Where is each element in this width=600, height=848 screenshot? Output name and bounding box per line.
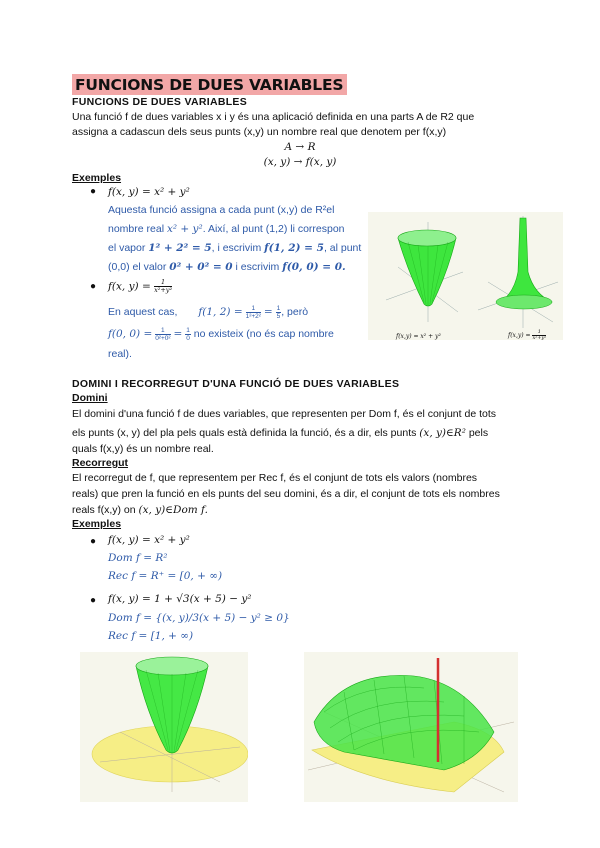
mapping-line-1: A → R [284, 141, 316, 153]
examples-heading-1: Exemples [72, 172, 122, 184]
example-1-text-2: nombre real x² + y². Així, al punt (1,2) li correspon [108, 223, 345, 235]
domini-heading: Domini [72, 392, 108, 404]
graphs-top-panel [368, 212, 563, 340]
mapping-line-2: (x, y) → f(x, y) [263, 156, 337, 168]
example-2-text-2: f(0, 0) = $\frac{1}{\text{0²+0²}}$ = $\frac{1}{0}$ no existeix (no és cap nombre [108, 326, 334, 342]
domini-example-2-formula: f(x, y) = 1 + √3(x + 5) − y² [108, 593, 252, 605]
example-1-text-4: (0,0) el valor 0² + 0² = 0 i escrivim f(0, 0) = 0. [108, 261, 346, 273]
domini-example-1-rec: Rec f = R⁺ = [0, + ∞) [108, 570, 223, 582]
domini-recorregut-heading: DOMINI I RECORREGUT D'UNA FUNCIÓ DE DUES VARIABLES [72, 378, 400, 390]
domini-example-2-dom: Dom f = {(x, y)/3(x + 5) − y² ≥ 0} [108, 612, 290, 624]
recorregut-heading: Recorregut [72, 457, 129, 469]
domini-line-3: quals f(x,y) és un nombre real. [72, 443, 214, 455]
domini-example-1-formula: f(x, y) = x² + y² [108, 534, 190, 546]
recorregut-line-3: reals f(x,y) on (x, y)∈Dom f. [72, 504, 208, 516]
bullet-dot: ● [90, 595, 97, 606]
domini-example-2-rec: Rec f = [1, + ∞) [108, 630, 194, 642]
recorregut-line-1: El recorregut de f, que representem per Rec f, és el conjunt de tots els valors (nombres [72, 472, 478, 484]
page-title: FUNCIONS DE DUES VARIABLES [72, 74, 347, 95]
example-2-text-1: En aquest cas, f(1, 2) = $\frac{1}{\text{1²+2²}}$ = $\frac{1}{5}$ , però [108, 304, 309, 320]
example-2-text-3: real). [108, 348, 132, 360]
paraboloid-domain-svg [80, 652, 248, 802]
paraboloid-and-spike-graphs [368, 212, 563, 340]
graph-half-cylinder-domain [304, 652, 518, 802]
example-1-text-3: el vapor 1² + 2² = 5, i escrivim f(1, 2) = 5, al punt [108, 242, 362, 254]
graph-caption-right: f(x,y) = $\frac{1}{\text{x²+y²}}$ [508, 329, 547, 341]
graph-caption-left: f(x,y) = x² + y² [396, 333, 441, 340]
recorregut-line-2: reals) que pren la funció en els punts del seu domini, és a dir, el conjunt de tots els nombres [72, 488, 500, 500]
examples-heading-2: Exemples [72, 518, 122, 530]
intro-line-2: assigna a cadascun dels seus punts (x,y) un nombre real que denotem per f(x,y) [72, 126, 447, 138]
intro-line-1: Una funció f de dues variables x i y és una aplicació definida en una parts A de R2 que [72, 111, 475, 123]
graph-paraboloid-domain [80, 652, 248, 802]
half-cylinder-domain-svg [304, 652, 518, 802]
example-1-text-1: Aquesta funció assigna a cada punt (x,y) de R²el [108, 204, 335, 216]
domini-line-1: El domini d'una funció f de dues variables, que representen per Dom f, és el conjunt de tots [72, 408, 497, 420]
domini-example-1-dom: Dom f = R² [108, 552, 168, 564]
example-1-formula: f(x, y) = x² + y² [108, 186, 190, 198]
section-subtitle: FUNCIONS DE DUES VARIABLES [72, 96, 248, 108]
bullet-dot: ● [90, 186, 97, 197]
example-2-formula: f(x, y) = $\frac{1}{\text{x²+y²}}$ [108, 278, 173, 294]
bullet-dot: ● [90, 281, 97, 292]
bullet-dot: ● [90, 536, 97, 547]
domini-line-2: els punts (x, y) del pla pels quals està definida la funció, és a dir, els punts (x, y)∈R² pels [72, 427, 489, 439]
